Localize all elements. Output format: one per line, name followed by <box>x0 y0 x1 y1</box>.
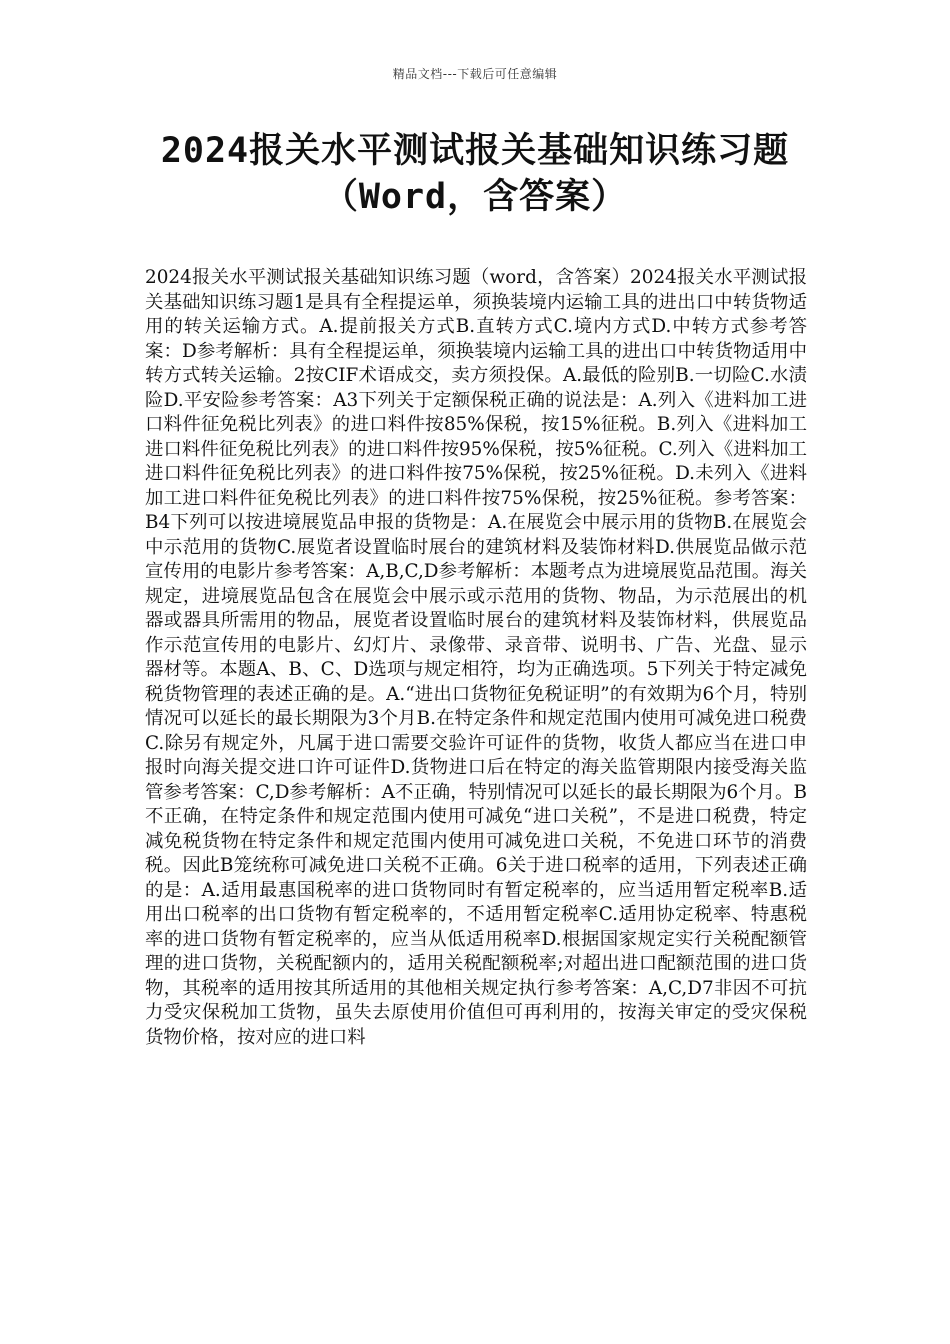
page-header-note: 精品文档---下载后可任意编辑 <box>392 67 558 81</box>
document-title <box>100 128 850 220</box>
title-line-1: 2024报关水平测试报关基础知识练习题 <box>160 131 790 171</box>
title-line-2: （Word，含答案） <box>322 177 628 217</box>
document-body: 2024报关水平测试报关基础知识练习题（word，含答案）2024报关水平测试报关基础知识练习题1是具有全程提运单，须换装境内运输工具的进出口中转货物适用的转关运输方式。A.提前报关方式B.直转方式C.境内方式D.中转方式参考答案：D参考解析：具有全程提运单，须换装境内运输工具的进出口中转货物适用中转方式转关运输。2按CIF术语成交，卖方须投保。A.最低的险别B.一切险C.水渍险D.平安险参考答案：A3下列关于定额保税正确的说法是：A.列入《进料加工进口料件征免税比列表》的进口料件按85%保税，按15%征税。B.列入《进料加工进口料件征免税比列表》的进口料件按95%保税，按5%征税。C.列入《进料加工进口料件征免税比列表》的进口料件按75%保税，按25%征税。D.未列入《进料加工进口料件征免税比列表》的进口料件按75%保税，按25%征税。参考答案：B4下列可以按进境展览品申报的货物是：A.在展览会中展示用的货物B.在展览会中示范用的货物C.展览者设置临时展台的建筑材料及装饰材料D.供展览品做示范宣传用的电影片参考答案：A,B,C,D参考解析：本题考点为进境展览品范围。海关规定，进境展览品包含在展览会中展示或示范用的货物、物品，为示范展出的机器或器具所需用的物品，展览者设置临时展台的建筑材料及装饰材料，供展览品作示范宣传用的电影片、幻灯片、录像带、录音带、说明书、广告、光盘、显示器材等。本题A、B、C、D选项与规定相符，均为正确选项。5下列关于特定减免税货物管理的表述正确的是。A.“进出口货物征免税证明”的有效期为6个月，特别情况可以延长的最长期限为3个月B.在特定条件和规定范围内使用可减免进口税费C.除另有规定外，凡属于进口需要交验许可证件的货物，收货人都应当在进口申报时向海关提交进口许可证件D.货物进口后在特定的海关监管期限内接受海关监管参考答案：C,D参考解析：A不正确，特别情况可以延长的最长期限为6个月。B不正确，在特定条件和规定范围内使用可减免“进口关税”，不是进口税费，特定减免税货物在特定条件和规定范围内使用可减免进口关税，不免进口环节的消费税。因此B笼统称可减免进口关税不正确。6关于进口税率的适用，下列表述正确的是：A.适用最惠国税率的进口货物同时有暂定税率的，应当适用暂定税率B.适用出口税率的出口货物有暂定税率的，不适用暂定税率C.适用协定税率、特惠税率的进口货物有暂定税率的，应当从低适用税率D.根据国家规定实行关税配额管理的进口货物，关税配额内的，适用关税配额税率;对超出进口配额范围的进口货物，其税率的适用按其所适用的其他相关规定执行参考答案：A,C,D7非因不可抗力受灾保税加工货物，虽失去原使用价值但可再利用的，按海关审定的受灾保税货物价格，按对应的进口料 <box>145 267 807 1048</box>
